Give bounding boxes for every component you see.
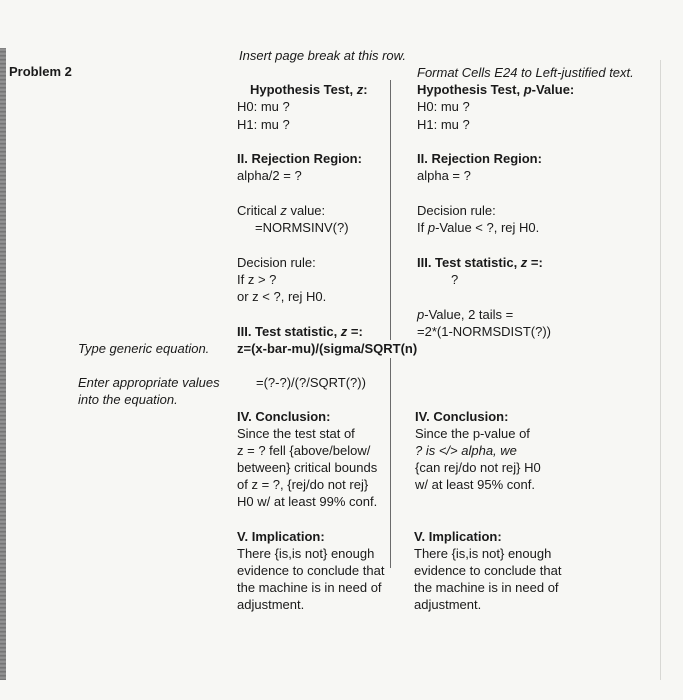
left-rejection-title: II. Rejection Region: [237,151,362,166]
left-implication-line: There {is,is not} enough [237,546,375,561]
right-conclusion-line: Since the p-value of [415,426,530,441]
right-pvalue-label: p-Value, 2 tails = [417,307,514,322]
right-test-stat-title: III. Test statistic, z =: [417,255,543,270]
right-test-stat-value: ? [451,272,459,287]
left-implication-line: evidence to conclude that [237,563,385,578]
problem-label: Problem 2 [9,64,72,79]
right-alpha: alpha = ? [417,168,471,183]
left-h0: H0: mu ? [237,99,290,114]
left-implication-line: adjustment. [237,597,305,612]
right-conclusion-title: IV. Conclusion: [415,409,509,424]
right-h1: H1: mu ? [417,117,470,132]
right-decision-rule: If p-Value < ?, rej H0. [417,220,540,235]
left-implication-line: the machine is in need of [237,580,382,595]
scan-binding-edge [0,48,6,680]
enter-values-note-1: Enter appropriate values [78,375,220,390]
values-equation: =(?-?)/(?/SQRT(?)) [256,375,366,390]
left-decision-line-2: or z < ?, rej H0. [237,289,327,304]
left-hypothesis-title: Hypothesis Test, z: [250,82,368,97]
left-conclusion-title: IV. Conclusion: [237,409,331,424]
enter-values-note-2: into the equation. [78,392,178,407]
right-implication-line: the machine is in need of [414,580,559,595]
right-h0: H0: mu ? [417,99,470,114]
right-implication-title: V. Implication: [414,529,502,544]
page-break-note: Insert page break at this row. [239,48,406,63]
faint-gridline [660,60,661,680]
left-test-stat-title: III. Test statistic, z =: [237,324,363,339]
left-conclusion-line: Since the test stat of [237,426,355,441]
left-decision-title: Decision rule: [237,255,316,270]
left-implication-title: V. Implication: [237,529,325,544]
right-conclusion-line: {can rej/do not rej} H0 [415,460,541,475]
column-divider [390,80,391,340]
left-conclusion-line: H0 w/ at least 99% conf. [237,494,378,509]
left-conclusion-line: between} critical bounds [237,460,378,475]
left-conclusion-line: of z = ?, {rej/do not rej} [237,477,369,492]
right-conclusion-line: w/ at least 95% conf. [415,477,535,492]
right-implication-line: adjustment. [414,597,482,612]
right-normsdist: =2*(1-NORMSDIST(?)) [417,324,551,339]
left-critical-label: Critical z value: [237,203,326,218]
generic-equation: z=(x-bar-mu)/(sigma/SQRT(n) [237,341,418,356]
left-decision-line-1: If z > ? [237,272,277,287]
right-implication-line: evidence to conclude that [414,563,562,578]
left-h1: H1: mu ? [237,117,290,132]
column-divider-lower [390,358,391,568]
format-cells-note: Format Cells E24 to Left-justified text. [417,65,634,80]
type-generic-note: Type generic equation. [78,341,210,356]
right-hypothesis-title: Hypothesis Test, p-Value: [417,82,575,97]
right-decision-title: Decision rule: [417,203,496,218]
right-rejection-title: II. Rejection Region: [417,151,542,166]
left-alpha: alpha/2 = ? [237,168,302,183]
left-conclusion-line: z = ? fell {above/below/ [237,443,371,458]
left-normsinv: =NORMSINV(?) [255,220,349,235]
right-implication-line: There {is,is not} enough [414,546,552,561]
right-conclusion-line: ? is </> alpha, we [415,443,517,458]
